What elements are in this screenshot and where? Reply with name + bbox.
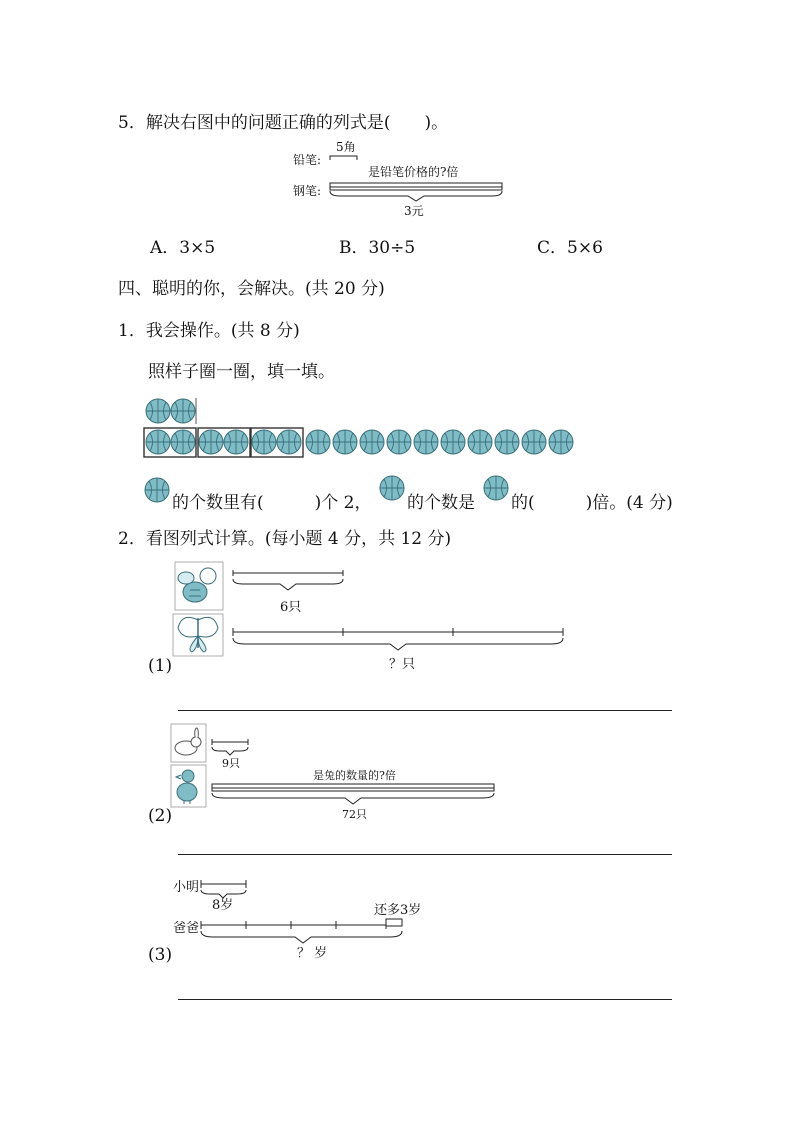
q5-option-b[interactable]: B．30÷5	[339, 238, 416, 258]
part3-person2: 爸爸	[173, 921, 200, 936]
q5-stem: 5．解决右图中的问题正确的列式是( )。	[118, 113, 449, 133]
section4-title: 四、聪明的你，会解决。(共 20 分)	[118, 279, 385, 299]
pen-label: 钢笔:	[293, 184, 322, 198]
part1-bottom-label: ？只	[389, 657, 416, 672]
fill-part2: 的个数是	[407, 493, 475, 513]
part2-bottom-label: 72只	[342, 808, 367, 821]
q5-option-c[interactable]: C．5×6	[537, 238, 603, 258]
part2-question: 是兔的数量的?倍	[313, 769, 396, 782]
q5-option-a[interactable]: A．3×5	[150, 238, 216, 258]
fill-part1: 的个数里有( )个 2，	[172, 493, 372, 513]
part2-number: (2)	[148, 806, 173, 826]
pen-price: 3元	[404, 204, 424, 218]
q1-instruction: 照样子圈一圈，填一填。	[148, 362, 335, 382]
pencil-label: 铅笔:	[293, 153, 322, 167]
part1-number: (1)	[148, 656, 173, 676]
part3-extra: 还多3岁	[374, 903, 422, 918]
part3-person1: 小明	[173, 880, 200, 895]
q2-title: 2．看图列式计算。(每小题 4 分，共 12 分)	[118, 529, 452, 549]
q1-title: 1．我会操作。(共 8 分)	[118, 321, 300, 341]
fill-part3: 的( )倍。(4 分)	[511, 493, 673, 513]
part3-top-label: 8岁	[212, 898, 234, 913]
part3-bottom-label: ？ 岁	[297, 946, 328, 961]
part3-number: (3)	[148, 945, 173, 965]
pencil-price: 5角	[336, 140, 356, 154]
part2-top-label: 9只	[222, 757, 240, 770]
part1-top-label: 6只	[280, 600, 302, 615]
part3-answer-line[interactable]	[178, 999, 672, 1000]
pen-question: 是铅笔价格的?倍	[368, 165, 459, 179]
